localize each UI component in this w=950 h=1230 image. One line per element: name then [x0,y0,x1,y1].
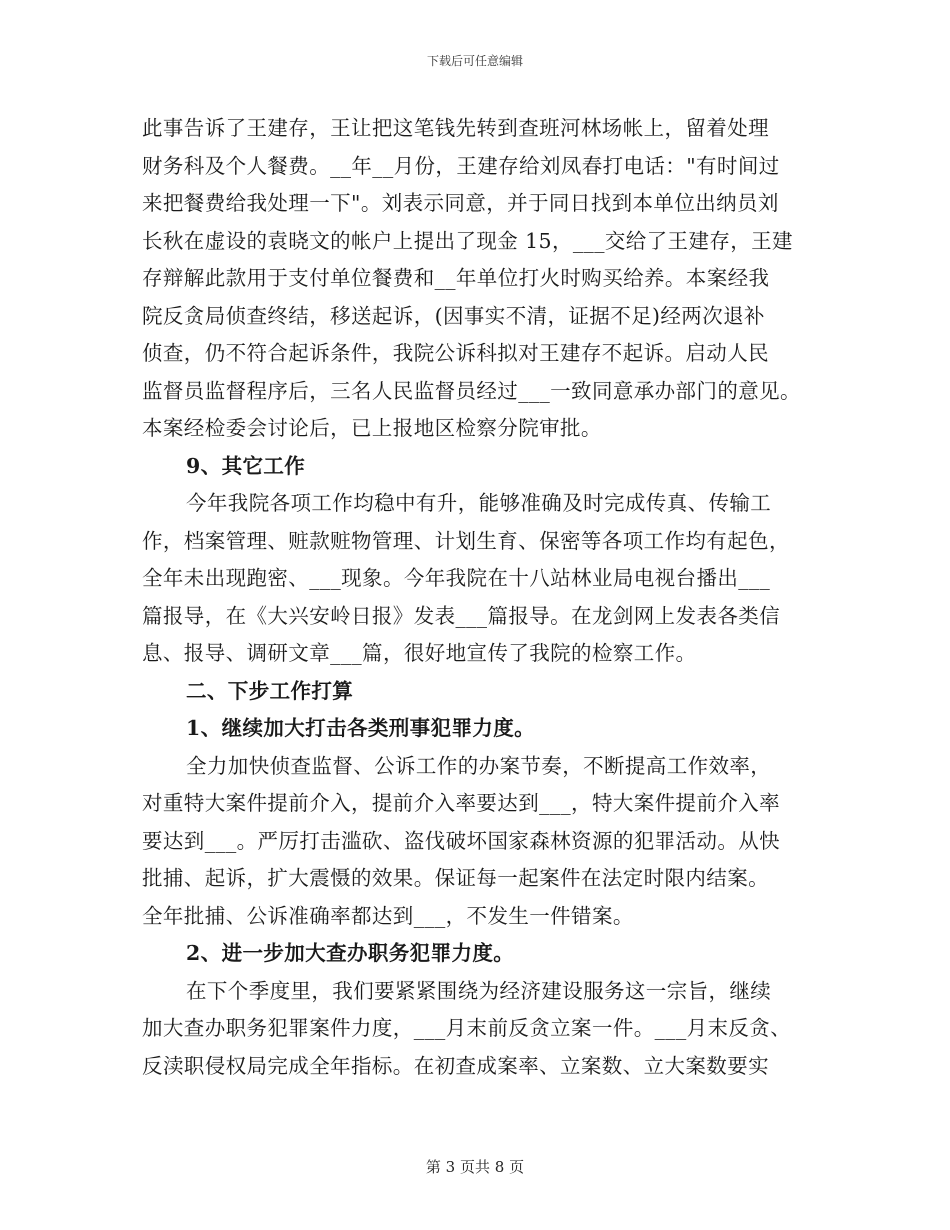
body-line: 全年未出现跑密、___现象。今年我院在十八站林业局电视台播出___ [142,566,771,590]
subsection-heading: 1、继续加大打击各类刑事犯罪力度。 [186,716,536,740]
body-line: 篇报导，在《大兴安岭日报》发表___篇报导。在龙剑网上发表各类信 [142,603,781,628]
page-header: 下载后可任意编辑 [426,54,523,68]
body-line: 长秋在虚设的袁晓文的帐户上提出了现金 15，___交给了王建存，王建 [142,228,793,253]
body-line: 对重特大案件提前介入，提前介入率要达到___，特大案件提前介入率 [142,791,781,815]
body-line: 全年批捕、公诉准确率都达到___，不发生一件错案。 [142,903,634,928]
page-footer: 第 3 页共 8 页 [425,1158,525,1176]
body-line: 侦查，仍不符合起诉条件，我院公诉科拟对王建存不起诉。启动人民 [142,341,769,365]
body-line: 加大查办职务犯罪案件力度，___月末前反贪立案一件。___月末反贪、 [142,1016,792,1040]
paragraph-first-line: 在下个季度里，我们要紧紧围绕为经济建设服务这一宗旨，继续 [186,978,772,1003]
section-heading: 二、下步工作打算 [186,678,354,703]
subsection-heading: 2、进一步加大查办职务犯罪力度。 [186,941,515,965]
body-line: 要达到___。严厉打击滥砍、盗伐破坏国家森林资源的犯罪活动。从快 [142,828,781,853]
section-heading: 9、其它工作 [186,453,306,478]
body-line: 此事告诉了王建存，王让把这笔钱先转到查班河林场帐上，留着处理 [142,116,769,140]
body-line: 来把餐费给我处理一下"。刘表示同意，并于同日找到本单位出纳员刘 [142,191,779,215]
body-line: 本案经检委会讨论后，已上报地区检察分院审批。 [142,416,602,440]
body-line: 存辩解此款用于支付单位餐费和__年单位打火时购买给养。本案经我 [142,266,770,290]
body-line: 息、报导、调研文章___篇，很好地宣传了我院的检察工作。 [142,641,697,665]
paragraph-first-line: 今年我院各项工作均稳中有升，能够准确及时完成传真、传输工 [186,491,772,515]
body-line: 批捕、起诉，扩大震慑的效果。保证每一起案件在法定时限内结案。 [142,866,769,890]
body-line: 作，档案管理、赃款赃物管理、计划生育、保密等各项工作均有起色， [142,528,790,553]
body-line: 院反贪局侦查终结，移送起诉，(因事实不清，证据不足)经两次退补 [142,303,765,328]
paragraph-first-line: 全力加快侦查监督、公诉工作的办案节奏，不断提高工作效率， [186,753,772,778]
body-line: 财务科及个人餐费。__年__月份，王建存给刘凤春打电话："有时间过 [142,153,780,178]
body-line: 反渎职侵权局完成全年指标。在初查成案率、立案数、立大案数要实 [142,1053,769,1078]
body-line: 监督员监督程序后，三名人民监督员经过___一致同意承办部门的意见。 [142,378,801,403]
document-body [142,110,822,1085]
